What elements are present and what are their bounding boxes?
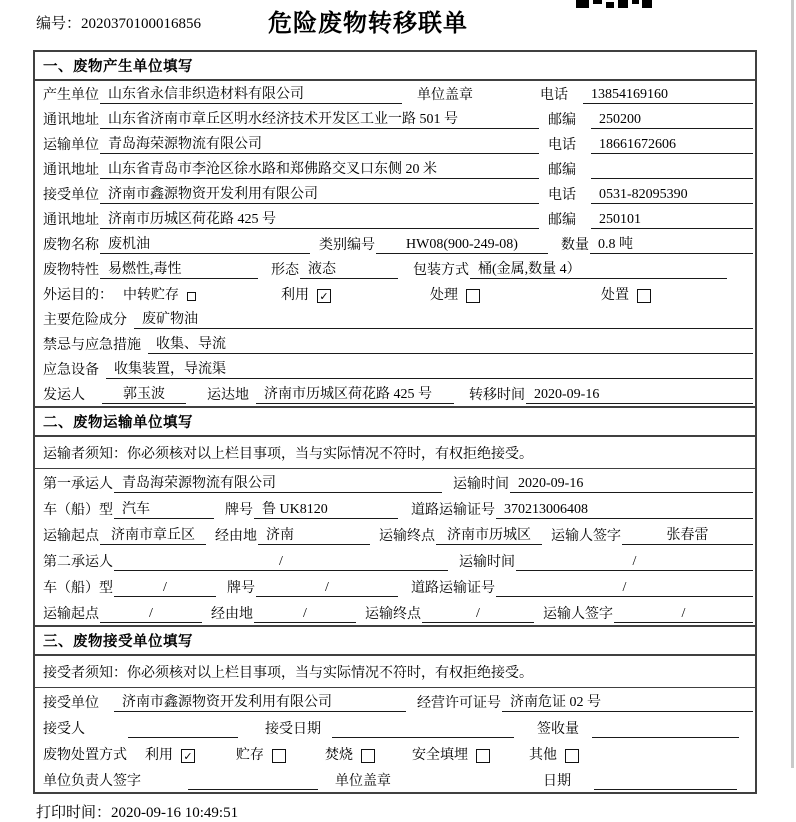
road-license1-label: 道路运输证号 (411, 503, 495, 518)
row-waste-props (35, 256, 755, 281)
purpose-option-storage: 中转贮存 (123, 288, 179, 303)
seal-label: 单位盖章 (417, 88, 473, 103)
waste-name-label: 废物名称 (43, 238, 99, 253)
plate2-value: / (256, 579, 398, 597)
disposal-label: 废物处置方式 (43, 748, 127, 763)
section3-header: 三、废物接受单位填写 (35, 625, 755, 656)
form-value: 液态 (300, 261, 398, 279)
transporter-phone-value: 18661672606 (591, 136, 753, 154)
row-vehicle1 (35, 495, 755, 521)
row-transporter (35, 131, 755, 156)
checkbox-dispose (637, 289, 651, 303)
transfer-time-value: 2020-09-16 (526, 386, 753, 404)
responsible-sign-value (188, 772, 318, 790)
route2-sign-value: / (614, 605, 753, 623)
row-transporter-address (35, 156, 755, 181)
checkbox-disposal-use: ✓ (181, 749, 195, 763)
producer-value: 山东省永信非织造材料有限公司 (100, 86, 402, 104)
row-route1 (35, 521, 755, 547)
transport-time-value: 2020-09-16 (510, 475, 753, 493)
purpose-option-use: 利用 (281, 288, 309, 303)
road-license1-value: 370213006408 (496, 501, 753, 519)
address-label: 通讯地址 (43, 163, 99, 178)
hazard-label: 主要危险成分 (43, 313, 127, 328)
road-license2-value: / (496, 579, 753, 597)
waste-props-value: 易燃性,毒性 (100, 261, 258, 279)
route2-sign-label: 运输人签字 (543, 607, 613, 622)
dispatcher-value: 郭玉波 (102, 386, 186, 404)
row-emergency-equipment (35, 356, 755, 381)
serial-number: 2020370100016856 (81, 16, 202, 32)
route2-start-label: 运输起点 (43, 607, 99, 622)
receiver-zip-field (539, 211, 753, 229)
row-emergency-measures (35, 331, 755, 356)
disposal-option-landfill: 安全填埋 (412, 748, 468, 763)
accept-person-label: 接受人 (43, 722, 85, 737)
phone-label: 电话 (540, 88, 568, 103)
vehicle1-type-value: 汽车 (114, 501, 214, 519)
checkbox-disposal-other (565, 749, 579, 763)
plate1-label: 牌号 (225, 503, 253, 518)
route1-end-value: 济南市历城区 (436, 527, 542, 545)
producer-label: 产生单位 (43, 88, 99, 103)
receiver-notice: 接受者须知：你必须核对以上栏目事项，当与实际情况不符时，有权拒绝接受。 (35, 656, 755, 688)
row-vehicle2 (35, 573, 755, 599)
checkbox-disposal-burn (361, 749, 375, 763)
waste-name-value: 废机油 (100, 236, 310, 254)
waste-code-value: HW08(900-249-08) (376, 236, 548, 254)
disposal-option-burn: 焚烧 (325, 748, 353, 763)
form-box (33, 50, 757, 794)
checkbox-disposal-store (272, 749, 286, 763)
document-header (0, 0, 796, 38)
route1-start-value: 济南市章丘区 (100, 527, 206, 545)
row-accept-person (35, 714, 755, 740)
row-accept-unit (35, 688, 755, 714)
measures-label: 禁忌与应急措施 (43, 338, 141, 353)
producer-phone-value: 13854169160 (583, 86, 753, 104)
transporter-value: 青岛海荣源物流有限公司 (100, 136, 539, 154)
receiver-zip-value: 250101 (591, 211, 753, 229)
phone-label: 电话 (548, 138, 576, 153)
signed-qty-value (592, 720, 739, 738)
signed-qty-label: 签收量 (537, 722, 579, 737)
row-hazard-components (35, 306, 755, 331)
producer-zip-field (539, 111, 753, 129)
vehicle2-type-label: 车（船）型 (43, 581, 113, 596)
route2-via-label: 经由地 (211, 607, 253, 622)
row-route2 (35, 599, 755, 625)
section1-header: 一、废物产生单位填写 (35, 52, 755, 81)
vehicle2-type-value: / (114, 579, 216, 597)
carrier2-label: 第二承运人 (43, 555, 113, 570)
carrier2-value: / (114, 553, 448, 571)
receiver-label: 接受单位 (43, 188, 99, 203)
transporter-zip-field (539, 161, 753, 179)
transporter-notice: 运输者须知：你必须核对以上栏目事项，当与实际情况不符时，有权拒绝接受。 (35, 437, 755, 469)
checkbox-treat (466, 289, 480, 303)
purpose-option-dispose: 处置 (601, 288, 629, 303)
waste-code-label: 类别编号 (319, 238, 375, 253)
date-value (594, 772, 737, 790)
plate1-value: 鲁 UK8120 (254, 501, 398, 519)
equipment-value: 收集装置，导流渠 (106, 361, 753, 379)
waste-qty-label: 数量 (561, 238, 589, 253)
row-transfer-purpose (35, 281, 755, 306)
transport-time-label: 运输时间 (453, 477, 509, 492)
route2-end-value: / (422, 605, 534, 623)
row-receiver (35, 181, 755, 206)
transporter-label: 运输单位 (43, 138, 99, 153)
hazard-value: 废矿物油 (134, 311, 753, 329)
disposal-option-other: 其他 (529, 748, 557, 763)
destination-label: 运达地 (207, 388, 249, 403)
route1-via-value: 济南 (258, 527, 370, 545)
unit-seal-label: 单位盖章 (335, 774, 391, 789)
date-label: 日期 (543, 774, 571, 789)
route2-via-value: / (254, 605, 356, 623)
transport-time2-label: 运输时间 (459, 555, 515, 570)
print-time-value: 2020-09-16 10:49:51 (111, 805, 239, 821)
row-disposal-method (35, 740, 755, 766)
waste-qty-value: 0.8 吨 (590, 236, 753, 254)
producer-phone-field (539, 86, 753, 104)
row-receiver-address (35, 206, 755, 231)
receiver-value: 济南市鑫源物资开发利用有限公司 (100, 186, 539, 204)
row-carrier1 (35, 469, 755, 495)
purpose-label: 外运目的： (43, 288, 113, 303)
checkbox-storage (187, 292, 196, 301)
phone-label: 电话 (548, 188, 576, 203)
accept-date-value (332, 720, 514, 738)
section2-header: 二、废物运输单位填写 (35, 406, 755, 437)
transfer-time-label: 转移时间 (469, 388, 525, 403)
disposal-option-use: 利用 (145, 748, 173, 763)
producer-address-value: 山东省济南市章丘区明水经济技术开发区工业一路 501 号 (100, 111, 539, 129)
route2-start-value: / (100, 605, 202, 623)
accept-person-value (128, 720, 238, 738)
road-license2-label: 道路运输证号 (411, 581, 495, 596)
route1-sign-value: 张春雷 (622, 527, 753, 545)
purpose-option-treat: 处理 (430, 288, 458, 303)
form-label: 形态 (271, 263, 299, 278)
carrier1-label: 第一承运人 (43, 477, 113, 492)
print-time-field (36, 801, 796, 822)
operation-license-value: 济南危证 02 号 (502, 694, 753, 712)
route1-via-label: 经由地 (215, 529, 257, 544)
packaging-label: 包装方式 (413, 263, 469, 278)
receiver-phone-field (539, 186, 753, 204)
producer-zip-value: 250200 (591, 111, 753, 129)
destination-value: 济南市历城区荷花路 425 号 (256, 386, 454, 404)
transporter-phone-field (539, 136, 753, 154)
route1-start-label: 运输起点 (43, 529, 99, 544)
responsible-sign-label: 单位负责人签字 (43, 774, 141, 789)
dispatcher-label: 发运人 (43, 388, 85, 403)
receiver-phone-value: 0531-82095390 (591, 186, 753, 204)
qr-code-fragment (576, 0, 652, 9)
print-time-label: 打印时间： (36, 805, 112, 821)
zip-label: 邮编 (548, 213, 576, 228)
row-producer-address (35, 106, 755, 131)
packaging-value: 桶(金属,数量 4） (470, 261, 727, 279)
address-label: 通讯地址 (43, 213, 99, 228)
transporter-address-value: 山东省青岛市李沧区徐水路和郑佛路交叉口东侧 20 米 (100, 161, 539, 179)
zip-label: 邮编 (548, 113, 576, 128)
receiver-address-value: 济南市历城区荷花路 425 号 (100, 211, 539, 229)
row-dispatch (35, 381, 755, 406)
serial-label: 编号： (36, 16, 82, 32)
vehicle1-type-label: 车（船）型 (43, 503, 113, 518)
checkbox-use: ✓ (317, 289, 331, 303)
accept-unit-label: 接受单位 (43, 696, 99, 711)
row-waste-name (35, 231, 755, 256)
equipment-label: 应急设备 (43, 363, 99, 378)
checkbox-disposal-landfill (476, 749, 490, 763)
waste-props-label: 废物特性 (43, 263, 99, 278)
row-producer (35, 81, 755, 106)
route1-end-label: 运输终点 (379, 529, 435, 544)
accept-date-label: 接受日期 (265, 722, 321, 737)
accept-unit-value: 济南市鑫源物资开发利用有限公司 (114, 694, 406, 712)
operation-license-label: 经营许可证号 (417, 696, 501, 711)
transport-time2-value: / (516, 553, 753, 571)
address-label: 通讯地址 (43, 113, 99, 128)
transporter-zip-value (591, 161, 753, 179)
route1-sign-label: 运输人签字 (551, 529, 621, 544)
carrier1-value: 青岛海荣源物流有限公司 (114, 475, 442, 493)
page-title: 危险废物转移联单 (268, 11, 468, 37)
disposal-option-store: 贮存 (236, 748, 264, 763)
zip-label: 邮编 (548, 163, 576, 178)
row-carrier2 (35, 547, 755, 573)
measures-value: 收集、导流 (148, 336, 753, 354)
plate2-label: 牌号 (227, 581, 255, 596)
row-responsible-sign (35, 766, 755, 792)
route2-end-label: 运输终点 (365, 607, 421, 622)
page-edge-divider (791, 0, 794, 768)
